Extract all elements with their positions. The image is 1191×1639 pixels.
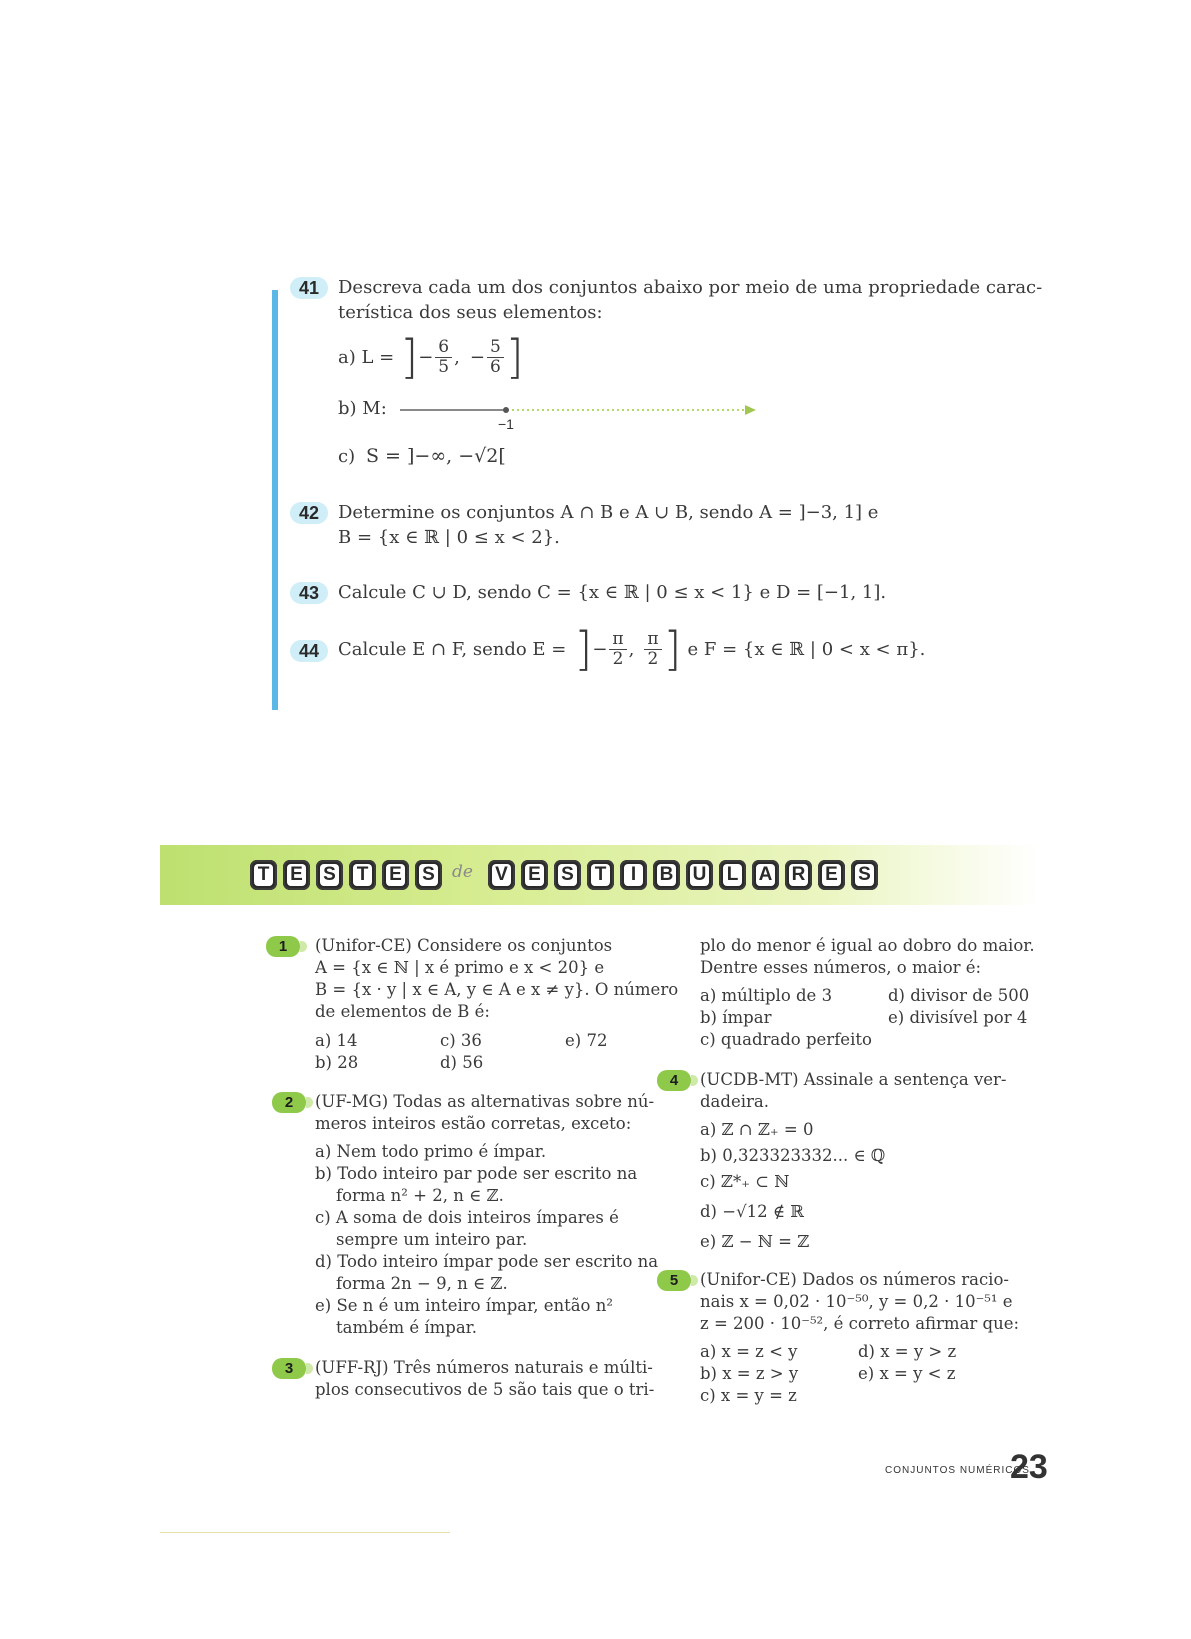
- exercise-42-badge: 42: [290, 502, 328, 524]
- test-2-line: (UF-MG) Todas as alternativas sobre nú-: [315, 1092, 655, 1111]
- numerator: π: [644, 630, 661, 650]
- exercise-41-text-line1: Descreva cada um dos conjuntos abaixo por meio de uma propriedade carac-: [338, 277, 1043, 298]
- banner-letter: S: [419, 864, 438, 886]
- test-2-line: meros inteiros estão corretas, exceto:: [315, 1114, 632, 1133]
- tick-label: −1: [498, 416, 514, 432]
- page-number: 23: [1010, 1448, 1048, 1486]
- test-5-option-b: b) x = z > y: [700, 1364, 799, 1383]
- banner-letter: L: [723, 864, 742, 886]
- banner-letter: E: [525, 864, 544, 886]
- test-3-option-e: e) divisível por 4: [888, 1008, 1028, 1027]
- banner-letter-tile: [620, 860, 647, 890]
- test-5-line: (Unifor-CE) Dados os números racio-: [700, 1270, 1009, 1289]
- numerator: 5: [487, 338, 504, 358]
- section-accent-bar: [272, 290, 278, 710]
- test-4-line: (UCDB-MT) Assinale a sentença ver-: [700, 1070, 1007, 1089]
- exercise-44-prefix: Calcule E ∩ F, sendo E =: [338, 639, 567, 660]
- test-3-option-b: b) ímpar: [700, 1008, 772, 1027]
- test-4-option-d: d) −√12 ∉ ℝ: [700, 1202, 804, 1221]
- test-3-option-a: a) múltiplo de 3: [700, 986, 833, 1005]
- fraction-6-5: [435, 338, 452, 377]
- test-3-option-c: c) quadrado perfeito: [700, 1030, 872, 1049]
- banner-letter-tile: [653, 860, 680, 890]
- banner-letter: R: [789, 864, 808, 886]
- comma: ,: [454, 347, 460, 368]
- denominator: 2: [647, 649, 659, 669]
- banner-letter-tile: [719, 860, 746, 890]
- test-2-option: a) Nem todo primo é ímpar.: [315, 1142, 547, 1161]
- test-1-badge: 1: [266, 936, 300, 957]
- test-5-badge: 5: [657, 1270, 691, 1291]
- exercise-44-suffix: e F = {x ∈ ℝ | 0 < x < π}.: [687, 639, 926, 660]
- banner-letter: A: [756, 864, 775, 886]
- test-1-line: (Unifor-CE) Considere os conjuntos: [315, 936, 613, 955]
- test-5-option-a: a) x = z < y: [700, 1342, 798, 1361]
- exercise-41a: [338, 330, 524, 385]
- test-1-option-c: c) 36: [440, 1031, 482, 1050]
- banner-letter: E: [822, 864, 841, 886]
- test-5-option-c: c) x = y = z: [700, 1386, 797, 1405]
- exercise-41c-expression: S = ]−∞, −√2[: [366, 445, 506, 467]
- arrow-head-icon: [745, 405, 756, 415]
- test-2-badge: 2: [272, 1092, 306, 1113]
- test-4-badge: 4: [657, 1070, 691, 1091]
- exercise-41c-label: c): [338, 446, 356, 467]
- banner-letter-tile: [349, 860, 376, 890]
- exercise-41-badge: 41: [290, 277, 328, 299]
- test-5-option-e: e) x = y < z: [858, 1364, 956, 1383]
- test-1-option-a: a) 14: [315, 1031, 358, 1050]
- banner-letter: E: [287, 864, 306, 886]
- test-3-badge: 3: [272, 1358, 306, 1379]
- banner-letter: U: [690, 864, 709, 886]
- exercise-42-text-line1: Determine os conjuntos A ∩ B e A ∪ B, sendo A = ]−3, 1] e: [338, 502, 879, 523]
- test-3-line: plos consecutivos de 5 são tais que o tri-: [315, 1380, 655, 1399]
- banner-letter-tile: [818, 860, 845, 890]
- comma: ,: [628, 639, 635, 660]
- chapter-running-head: CONJUNTOS NUMÉRICOS: [885, 1465, 1030, 1476]
- banner-letter-tile: [382, 860, 409, 890]
- banner-letter: I: [624, 864, 643, 886]
- test-5-line: nais x = 0,02 · 10⁻⁵⁰, y = 0,2 · 10⁻⁵¹ e: [700, 1292, 1013, 1311]
- banner-letter-tile: [521, 860, 548, 890]
- denominator: 6: [489, 357, 501, 377]
- test-4-option-b: b) 0,323323332... ∈ ℚ: [700, 1146, 886, 1165]
- banner-letter: V: [492, 864, 511, 886]
- minus-sign: −: [469, 347, 485, 368]
- number-line-M: [400, 404, 760, 434]
- numerator: π: [609, 630, 626, 650]
- minus-sign: −: [592, 639, 608, 660]
- banner-letter: T: [254, 864, 273, 886]
- banner-letter-tile: [554, 860, 581, 890]
- banner-letter-tile: [587, 860, 614, 890]
- banner-letter: S: [855, 864, 874, 886]
- test-4-option-c: c) ℤ*₊ ⊂ ℕ: [700, 1172, 790, 1191]
- left-bracket: ]: [400, 330, 419, 384]
- test-4-option-a: a) ℤ ∩ ℤ₊ = 0: [700, 1120, 814, 1139]
- footer-rule: [160, 1532, 450, 1533]
- test-2-option: forma 2n − 9, n ∈ ℤ.: [336, 1274, 508, 1293]
- fraction-5-6: [487, 338, 504, 377]
- point-marker: [503, 407, 509, 413]
- banner-letter: T: [353, 864, 372, 886]
- minus-sign: −: [418, 347, 434, 368]
- fraction-pi-2: [644, 630, 661, 669]
- test-1-line: de elementos de B é:: [315, 1002, 490, 1021]
- exercise-43-text: Calcule C ∪ D, sendo C = {x ∈ ℝ | 0 ≤ x < 1} e D = [−1, 1].: [338, 582, 887, 603]
- test-1-line: B = {x · y | x ∈ A, y ∈ A e x ≠ y}. O número: [315, 980, 679, 999]
- test-5-line: z = 200 · 10⁻⁵², é correto afirmar que:: [700, 1314, 1020, 1333]
- banner-letter-tile: [250, 860, 277, 890]
- denominator: 2: [612, 649, 624, 669]
- test-4-line: dadeira.: [700, 1092, 769, 1111]
- fraction-pi-2: [609, 630, 626, 669]
- test-2-option: d) Todo inteiro ímpar pode ser escrito na: [315, 1252, 659, 1271]
- numerator: 6: [435, 338, 452, 358]
- banner-letter-tile: [851, 860, 878, 890]
- right-bracket: ]: [505, 330, 524, 384]
- test-2-option: sempre um inteiro par.: [336, 1230, 528, 1249]
- test-1-option-d: d) 56: [440, 1053, 484, 1072]
- exercise-42-text-line2: B = {x ∈ ℝ | 0 ≤ x < 2}.: [338, 527, 560, 548]
- exercise-41a-label: a) L =: [338, 347, 395, 368]
- banner-letter: S: [558, 864, 577, 886]
- banner-letter-tile: [316, 860, 343, 890]
- test-3-line: plo do menor é igual ao dobro do maior.: [700, 936, 1035, 955]
- exercise-44-text: [338, 622, 925, 677]
- exercise-44-badge: 44: [290, 640, 328, 662]
- left-bracket: ]: [574, 622, 593, 676]
- exercise-41b-label: b) M:: [338, 398, 387, 419]
- banner-letter-tile: [488, 860, 515, 890]
- test-3-line: (UFF-RJ) Três números naturais e múlti-: [315, 1358, 653, 1377]
- test-2-option: também é ímpar.: [336, 1318, 477, 1337]
- test-2-option: e) Se n é um inteiro ímpar, então n²: [315, 1296, 613, 1315]
- test-2-option: c) A soma de dois inteiros ímpares é: [315, 1208, 619, 1227]
- test-2-option: b) Todo inteiro par pode ser escrito na: [315, 1164, 638, 1183]
- right-bracket: ]: [663, 622, 682, 676]
- banner-letter-tile: [785, 860, 812, 890]
- test-3-line: Dentre esses números, o maior é:: [700, 958, 982, 977]
- banner-letter: B: [657, 864, 676, 886]
- test-5-option-d: d) x = y > z: [858, 1342, 957, 1361]
- test-4-option-e: e) ℤ − ℕ = ℤ: [700, 1232, 810, 1251]
- test-2-option: forma n² + 2, n ∈ ℤ.: [336, 1186, 504, 1205]
- banner-letter: E: [386, 864, 405, 886]
- test-1-line: A = {x ∈ ℕ | x é primo e x < 20} e: [315, 958, 605, 977]
- denominator: 5: [438, 357, 450, 377]
- exercise-43-badge: 43: [290, 582, 328, 604]
- banner-letter-tile: [686, 860, 713, 890]
- banner-letter: S: [320, 864, 339, 886]
- banner-letter: T: [591, 864, 610, 886]
- test-1-option-e: e) 72: [565, 1031, 608, 1050]
- exercise-41-text-line2: terística dos seus elementos:: [338, 302, 603, 323]
- banner-letter-tile: [415, 860, 442, 890]
- banner-letter-tile: [752, 860, 779, 890]
- test-1-option-b: b) 28: [315, 1053, 359, 1072]
- test-3-option-d: d) divisor de 500: [888, 986, 1030, 1005]
- banner-letter-tile: [283, 860, 310, 890]
- banner-de: de: [452, 862, 473, 882]
